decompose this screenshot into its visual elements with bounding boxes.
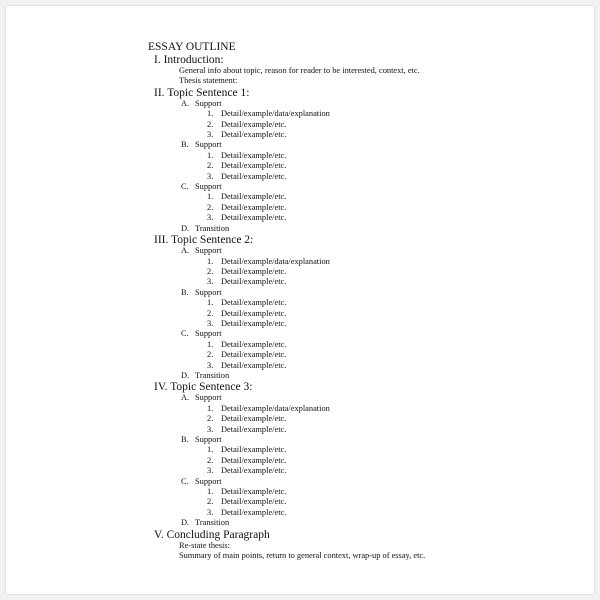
list-text: Transition — [195, 518, 230, 528]
list-text: Detail/example/etc. — [221, 171, 287, 181]
list-text: Detail/example/etc. — [221, 266, 287, 276]
list-text: Detail/example/etc. — [221, 150, 287, 160]
list-text: Support — [195, 287, 222, 297]
list-marker: D. — [181, 518, 190, 528]
list-text: Detail/example/etc. — [221, 445, 287, 455]
list-marker: 2. — [207, 497, 214, 507]
detail-item — [207, 361, 578, 371]
list-text: Detail/example/etc. — [221, 414, 287, 424]
conclusion-line: Re-state thesis: — [179, 540, 230, 550]
detail-item — [207, 340, 578, 350]
detail-item — [207, 309, 578, 319]
list-text: Detail/example/etc. — [221, 192, 287, 202]
list-text: Support — [195, 435, 222, 444]
list-marker: B. — [181, 140, 189, 150]
section-heading-topic: III. Topic Sentence 2: — [154, 234, 254, 247]
detail-item — [207, 456, 578, 466]
list-marker: 1. — [207, 109, 214, 119]
list-marker: 1. — [207, 487, 214, 497]
detail-item — [207, 508, 578, 518]
list-text: Detail/example/etc. — [221, 298, 287, 308]
document-title: ESSAY OUTLINE — [148, 41, 236, 53]
list-marker: 1. — [207, 339, 214, 349]
list-marker: 3. — [207, 213, 214, 223]
list-text: Support — [195, 98, 222, 108]
detail-item — [207, 350, 578, 360]
list-marker: A. — [181, 393, 190, 403]
list-marker: C. — [181, 329, 189, 339]
detail-item — [207, 109, 578, 119]
essay-outline — [148, 41, 578, 561]
document-page — [6, 6, 594, 594]
support-item — [181, 435, 578, 445]
transition-item — [181, 371, 578, 381]
list-text: Detail/example/etc. — [221, 487, 287, 497]
support-item — [181, 393, 578, 403]
list-marker: 1. — [207, 192, 214, 202]
detail-item — [207, 151, 578, 161]
list-text: Support — [195, 246, 222, 256]
list-text: Transition — [195, 370, 230, 380]
detail-item — [207, 277, 578, 287]
detail-item — [207, 192, 578, 202]
list-text: Detail/example/etc. — [221, 308, 287, 318]
list-marker: A. — [181, 98, 190, 108]
detail-item — [207, 445, 578, 455]
list-text: Support — [195, 182, 222, 192]
support-item — [181, 329, 578, 339]
list-text: Detail/example/etc. — [221, 130, 287, 140]
detail-item — [207, 404, 578, 414]
list-marker: 3. — [207, 130, 214, 140]
list-text: Detail/example/etc. — [221, 497, 287, 507]
intro-line: General info about topic, reason for reader to be interested, context, etc. — [179, 66, 420, 75]
list-marker: 3. — [207, 318, 214, 328]
list-marker: 1. — [207, 298, 214, 308]
list-marker: 2. — [207, 308, 214, 318]
list-marker: D. — [181, 223, 190, 233]
detail-item — [207, 487, 578, 497]
list-marker: 3. — [207, 466, 214, 476]
list-marker: D. — [181, 370, 190, 380]
list-marker: 2. — [207, 455, 214, 465]
list-text: Detail/example/etc. — [221, 360, 287, 370]
section-heading-topic: IV. Topic Sentence 3: — [154, 381, 253, 394]
list-text: Detail/example/etc. — [221, 466, 287, 476]
detail-item — [207, 319, 578, 329]
support-item — [181, 477, 578, 487]
list-marker: 2. — [207, 161, 214, 171]
list-marker: 2. — [207, 266, 214, 276]
list-marker: 2. — [207, 202, 214, 212]
support-item — [181, 99, 578, 109]
detail-item — [207, 213, 578, 223]
topic-sections — [148, 87, 578, 529]
list-marker: 1. — [207, 445, 214, 455]
detail-item — [207, 414, 578, 424]
list-text: Detail/example/etc. — [221, 202, 287, 212]
list-text: Support — [195, 140, 222, 150]
detail-item — [207, 425, 578, 435]
list-marker: 3. — [207, 360, 214, 370]
list-text: Detail/example/data/explanation — [221, 109, 330, 119]
list-marker: 3. — [207, 507, 214, 517]
list-text: Detail/example/etc. — [221, 455, 287, 465]
list-text: Detail/example/etc. — [221, 213, 287, 223]
list-text: Detail/example/data/explanation — [221, 403, 330, 413]
conclusion-line: Summary of main points, return to general context, wrap-up of essay, etc. — [179, 551, 426, 561]
list-marker: 3. — [207, 277, 214, 287]
support-item — [181, 140, 578, 150]
intro-line: Thesis statement: — [179, 76, 238, 86]
transition-item — [181, 518, 578, 528]
support-item — [181, 246, 578, 256]
detail-item — [207, 130, 578, 140]
detail-item — [207, 172, 578, 182]
list-marker: C. — [181, 476, 189, 486]
list-marker: 1. — [207, 150, 214, 160]
list-marker: 2. — [207, 119, 214, 129]
list-text: Detail/example/etc. — [221, 350, 287, 360]
list-text: Detail/example/etc. — [221, 277, 287, 287]
detail-item — [207, 203, 578, 213]
list-marker: 1. — [207, 403, 214, 413]
list-text: Detail/example/data/explanation — [221, 256, 330, 266]
list-marker: 3. — [207, 171, 214, 181]
list-text: Detail/example/etc. — [221, 318, 287, 328]
support-item — [181, 288, 578, 298]
list-marker: B. — [181, 435, 189, 444]
detail-item — [207, 257, 578, 267]
list-text: Transition — [195, 223, 230, 233]
list-text: Detail/example/etc. — [221, 161, 287, 171]
list-text: Support — [195, 476, 222, 486]
section-heading-introduction: I. Introduction: — [154, 54, 224, 66]
list-text: Support — [195, 329, 222, 339]
list-marker: C. — [181, 182, 189, 192]
list-marker: B. — [181, 287, 189, 297]
list-text: Support — [195, 393, 222, 403]
detail-item — [207, 466, 578, 476]
detail-item — [207, 267, 578, 277]
list-marker: 1. — [207, 256, 214, 266]
list-text: Detail/example/etc. — [221, 424, 287, 434]
list-text: Detail/example/etc. — [221, 339, 287, 349]
list-text: Detail/example/etc. — [221, 119, 287, 129]
section-heading-topic: II. Topic Sentence 1: — [154, 86, 250, 99]
list-marker: A. — [181, 246, 190, 256]
list-marker: 3. — [207, 424, 214, 434]
list-marker: 2. — [207, 414, 214, 424]
list-marker: 2. — [207, 350, 214, 360]
transition-item — [181, 224, 578, 234]
detail-item — [207, 120, 578, 130]
support-item — [181, 182, 578, 192]
list-text: Detail/example/etc. — [221, 507, 287, 517]
detail-item — [207, 298, 578, 308]
detail-item — [207, 161, 578, 171]
section-heading-conclusion: V. Concluding Paragraph — [154, 528, 270, 541]
detail-item — [207, 497, 578, 507]
